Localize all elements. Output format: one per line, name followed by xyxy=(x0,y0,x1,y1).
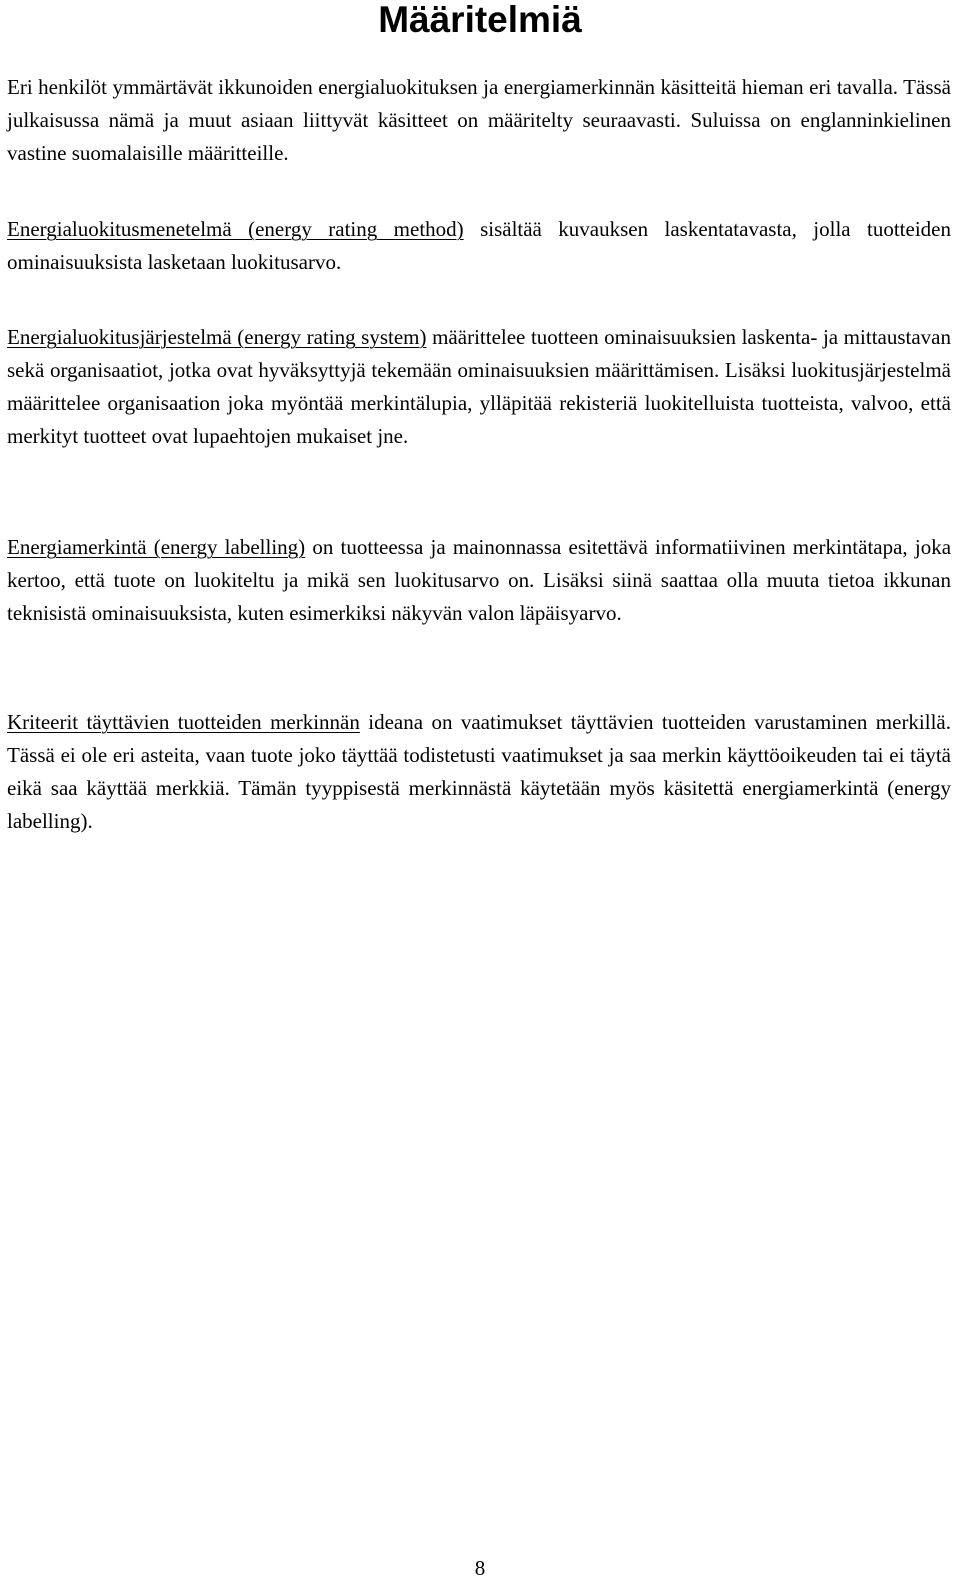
page-title: Määritelmiä xyxy=(378,0,582,40)
page-number: 8 xyxy=(474,1556,486,1580)
definition-text: on tuotteessa ja mainonnassa esitettävä informatiivinen merkintätapa, joka kertoo, että tuote on luokiteltu ja mikä sen luokitusarvo on. Lisäksi siinä saattaa olla muuta tietoa ikkunan teknisistä ominaisuuksista, kuten esimerkiksi näkyvän valon läpäisyarvo. xyxy=(7,535,952,625)
definition-criteria-labelling xyxy=(7,706,951,838)
intro-paragraph xyxy=(7,71,951,170)
definition-text: ideana on vaatimukset täyttävien tuotteiden varustaminen merkillä. Tässä ei ole eri asteita, vaan tuote joko täyttää todistetusti vaatimukset ja saa merkin käyttöoikeuden tai ei täytä eikä saa käyttää merkkiä. Tämän tyyppisestä merkinnästä käytetään myös käsitettä energiamerkintä (energy labelling). xyxy=(7,710,952,833)
definition-energy-labelling xyxy=(7,531,951,630)
defined-term: Kriteerit täyttävien tuotteiden merkinnän xyxy=(7,710,360,734)
defined-term: Energiamerkintä (energy labelling) xyxy=(7,535,306,559)
definition-rating-system xyxy=(7,321,951,453)
defined-term: Energialuokitusjärjestelmä (energy rating system) xyxy=(7,325,427,349)
paragraph-text: Eri henkilöt ymmärtävät ikkunoiden energialuokituksen ja energiamerkinnän käsitteitä hieman eri tavalla. Tässä julkaisussa nämä ja muut asiaan liittyvät käsitteet on määritelty seuraavasti. Suluissa on englanninkielinen vastine suomalaisille määritteille. xyxy=(7,75,951,165)
definition-text: sisältää kuvauksen laskentatavasta, jolla tuotteiden ominaisuuksista lasketaan luokitusarvo. xyxy=(7,217,951,274)
definition-rating-method xyxy=(7,213,951,279)
defined-term: Energialuokitusmenetelmä (energy rating method) xyxy=(7,217,464,241)
definition-text: määrittelee tuotteen ominaisuuksien laskenta- ja mittaustavan sekä organisaatiot, jotka ovat hyväksyttyjä tekemään ominaisuuksien määrittämisen. Lisäksi luokitusjärjestelmä määrittelee organisaation joka myöntää merkintälupia, ylläpitää rekisteriä luokitelluista tuotteista, valvoo, että merkityt tuotteet ovat lupaehtojen mukaiset jne. xyxy=(7,325,951,448)
